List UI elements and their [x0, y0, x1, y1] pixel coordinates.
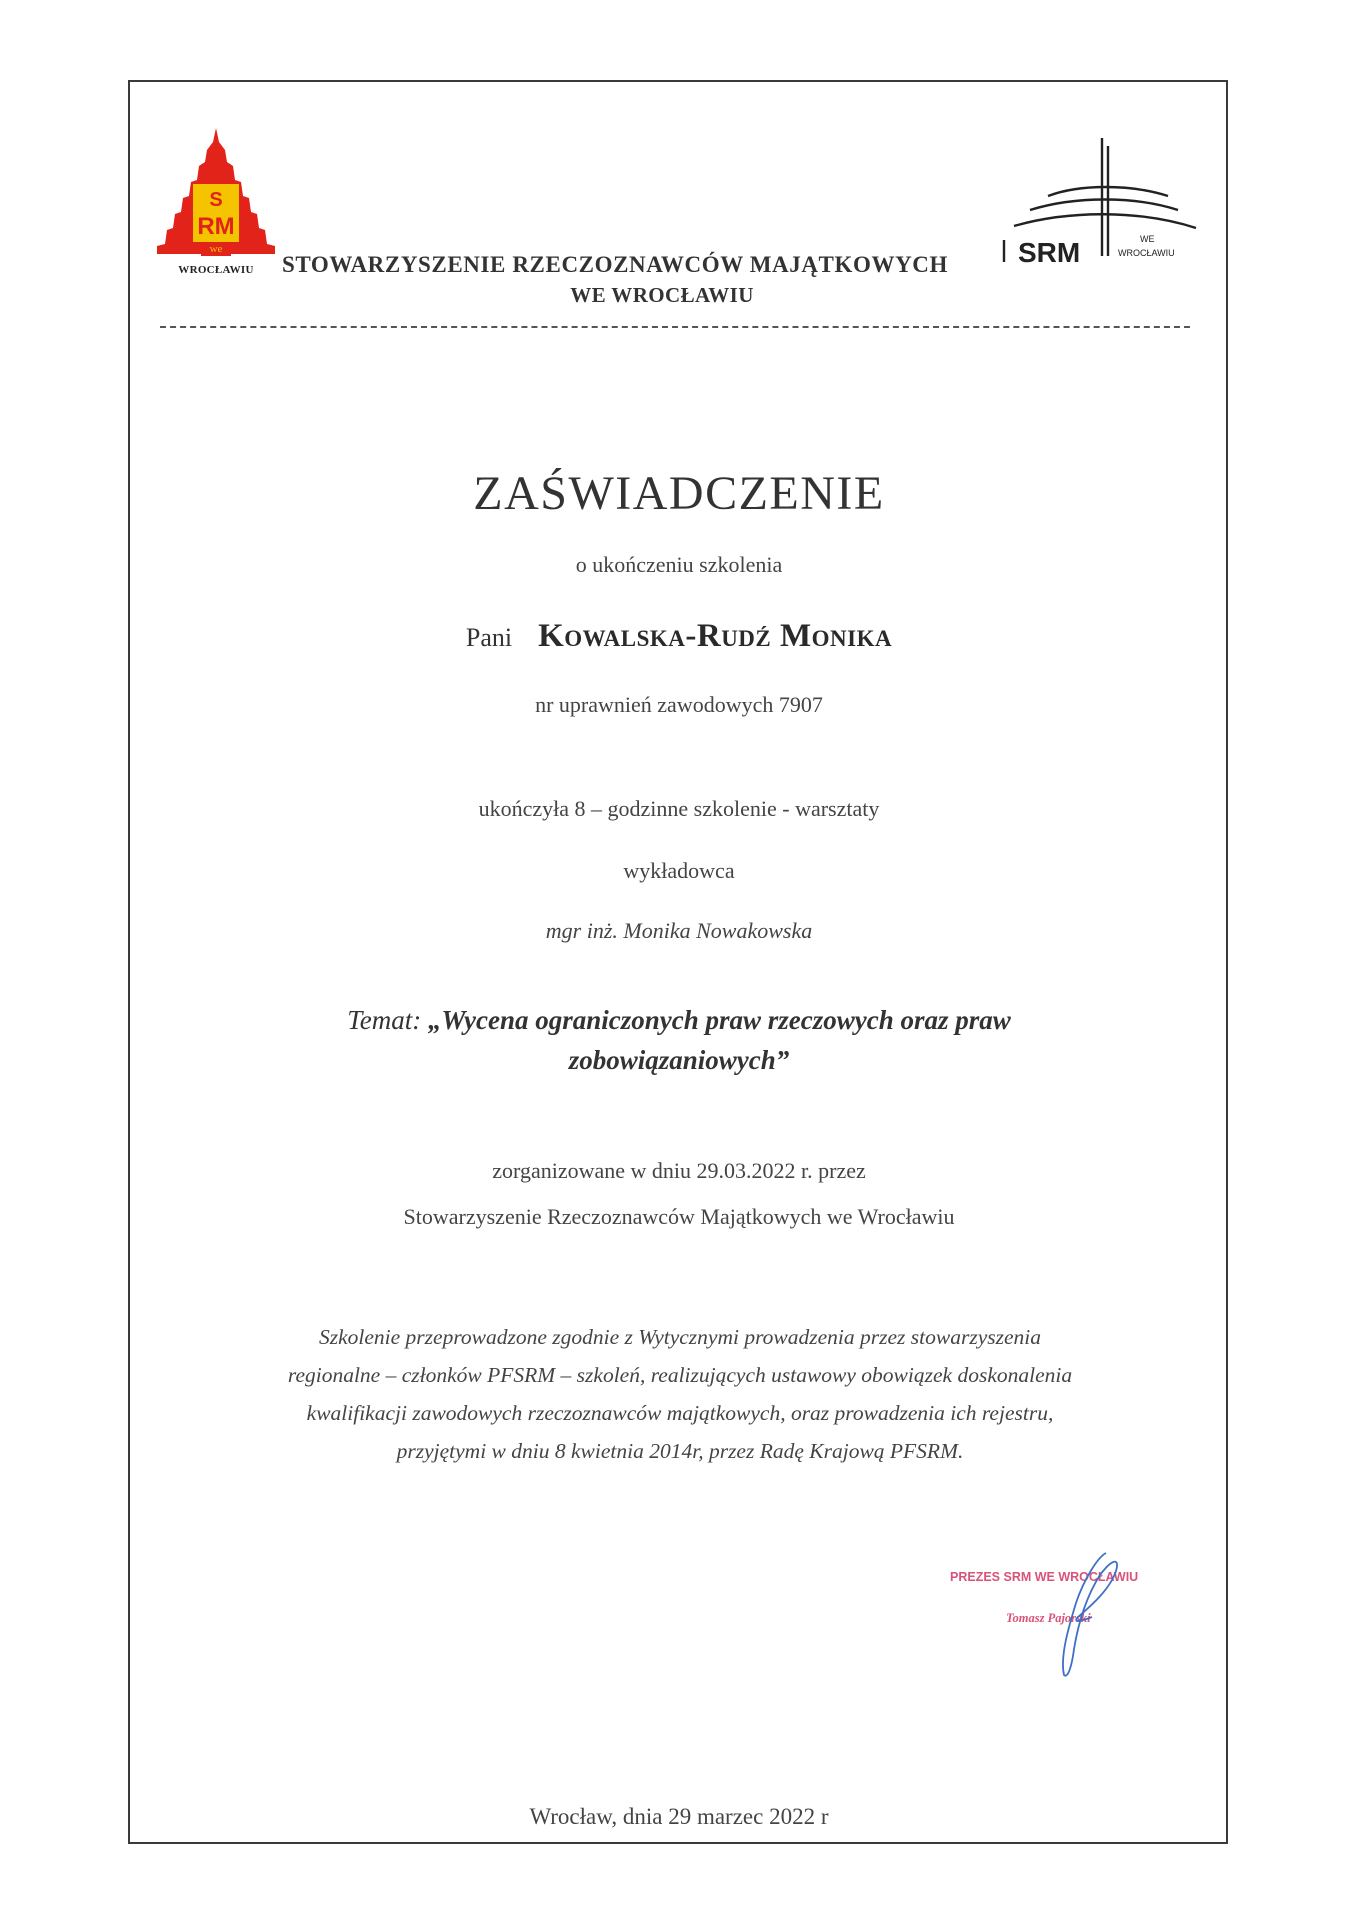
note-line: regionalne – członków PFSRM – szkoleń, realizujących ustawowy obowiązek doskonalenia: [287, 1363, 1073, 1387]
document-title: ZAŚWIADCZENIE: [473, 467, 885, 520]
srm-building-logo-icon: [1000, 138, 1200, 268]
recipient-prefix: Pani: [465, 623, 513, 652]
srm-wroclaw-logo-icon: [155, 128, 277, 278]
recipient-line: [0, 618, 1358, 655]
org-name-line1: STOWARZYSZENIE RZECZOZNAWCÓW MAJĄTKOWYCH: [282, 252, 948, 277]
org-name-line2: WE WROCŁAWIU: [570, 283, 754, 307]
note-line: Szkolenie przeprowadzone zgodnie z Wytycznymi prowadzenia przez stowarzyszenia: [318, 1325, 1041, 1349]
president-stamp-name: Tomasz Pajorski: [1006, 1611, 1091, 1625]
right-logo-we-text: WE: [1140, 234, 1155, 244]
organizer-name-line: Stowarzyszenie Rzeczoznawców Majątkowych we Wrocławiu: [403, 1204, 955, 1229]
left-logo-caption: WROCŁAWIU: [178, 264, 254, 276]
right-logo-srm-text: SRM: [1018, 237, 1081, 268]
note-line: kwalifikacji zawodowych rzeczoznawców majątkowych, oraz prowadzenia ich rejestru,: [306, 1401, 1054, 1425]
handwritten-signature: [1020, 1545, 1160, 1685]
place-and-date: Wrocław, dnia 29 marzec 2022 r: [529, 1804, 829, 1829]
logo-letter-s: S: [209, 189, 223, 211]
lecturer-name: mgr inż. Monika Nowakowska: [545, 918, 813, 943]
topic-title-line1: „Wycena ograniczonych praw rzeczowych oraz praw: [427, 1005, 1011, 1035]
topic-line1: [0, 1000, 1358, 1040]
recipient-name: Kowalska-Rudź Monika: [538, 618, 893, 654]
note-line: przyjętymi w dniu 8 kwietnia 2014r, przez Radę Krajową PFSRM.: [396, 1439, 964, 1463]
header-divider: [160, 326, 1190, 328]
license-number: nr uprawnień zawodowych 7907: [535, 692, 823, 717]
logo-letters-we: we: [209, 243, 223, 255]
president-stamp-title: PREZES SRM WE WROCŁAWIU: [950, 1570, 1139, 1584]
lecturer-label: wykładowca: [623, 858, 735, 883]
document-subtitle: o ukończeniu szkolenia: [575, 552, 783, 577]
right-logo-city-text: WROCŁAWIU: [1118, 248, 1175, 258]
training-topic: [0, 1000, 1358, 1080]
topic-label: Temat:: [347, 1005, 422, 1035]
topic-title-line2: zobowiązaniowych”: [568, 1045, 790, 1075]
completion-statement: ukończyła 8 – godzinne szkolenie - warsztaty: [478, 796, 880, 821]
logo-letters-rm: RM: [197, 213, 235, 240]
organized-date-line: zorganizowane w dniu 29.03.2022 r. przez: [492, 1158, 866, 1183]
training-note: [150, 1318, 1210, 1470]
